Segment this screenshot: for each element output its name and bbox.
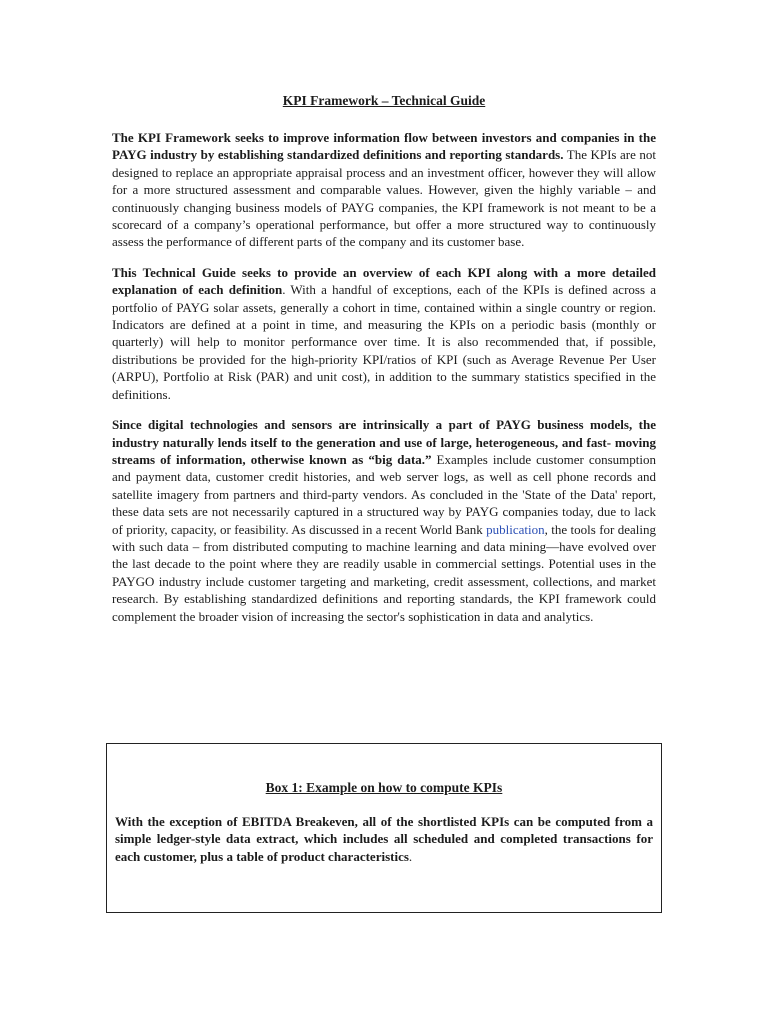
publication-link[interactable]: publication — [486, 521, 545, 537]
paragraph-intro — [112, 129, 656, 251]
document-title: KPI Framework – Technical Guide — [282, 93, 486, 108]
paragraph-intro-lead: The KPI Framework seeks to improve information flow between investors and companies in the PAYG industry by establishing standardized definitions and reporting standards. — [112, 130, 656, 163]
paragraph-big-data-body-1: Examples include customer consumption and payment data, customer credit histories, and web server logs, as well as cell phone records and satellite imagery from partners and third-party vendors. As concluded in the 'State of the Data' report, these data sets are not necessarily captured in a structured way by PAYG companies today, due to lack of priority, capacity, or feasibility. As discussed in a recent World Bank — [112, 451, 656, 537]
paragraph-big-data — [112, 416, 656, 625]
box-1-example — [106, 743, 662, 913]
paragraph-guide-overview — [112, 264, 656, 403]
paragraph-big-data-body-2: , the tools for dealing with such data – from distributed computing to machine learning and data mining—have evolved over the last decade to the point where they are readily usable in commercial settings. Potential uses in the PAYGO industry include customer targeting and marketing, credit assessment, collections, and market research. By establishing standardized definitions and reporting standards, the KPI framework could complement the broader vision of increasing the sector's sophistication in data and analytics. — [112, 521, 656, 624]
box-body — [115, 813, 653, 865]
document-page — [112, 93, 656, 638]
paragraph-intro-body: The KPIs are not designed to replace an appropriate appraisal process and an investment officer, however they will allow for a more structured assessment and comparable values. However, given the highly variable – and continuously changing business models of PAYG companies, the KPI framework is not meant to be a scorecard of a company’s operational performance, but offer a more structured way to continuously assess the performance of different parts of the company and its customer base. — [112, 147, 656, 250]
box-body-bold: With the exception of EBITDA Breakeven, all of the shortlisted KPIs can be computed from a simple ledger-style data extract, which includes all scheduled and completed transactions for each customer, plus a table of product characteristics — [115, 814, 653, 864]
box-body-end: . — [408, 848, 413, 864]
paragraph-big-data-lead: Since digital technologies and sensors are intrinsically a part of PAYG business models, the industry naturally lends itself to the generation and use of large, heterogeneous, and fast- moving streams of information, otherwise known as “big data.” — [112, 417, 656, 467]
paragraph-guide-overview-body: . With a handful of exceptions, each of the KPIs is defined across a portfolio of PAYG solar assets, generally a cohort in time, contained within a single country or region. Indicators are defined at a point in time, and measuring the KPIs on a periodic basis (monthly or quarterly) will help to monitor performance over time. It is also recommended that, if possible, distributions be provided for the high-priority KPI/ratios of KPI (such as Average Revenue Per User (ARPU), Portfolio at Risk (PAR) and unit cost), in addition to the summary statistics specified in the definitions. — [112, 282, 656, 402]
paragraph-guide-overview-lead: This Technical Guide seeks to provide an overview of each KPI along with a more detailed explanation of each definition — [112, 264, 656, 298]
box-title: Box 1: Example on how to compute KPIs — [265, 780, 503, 795]
